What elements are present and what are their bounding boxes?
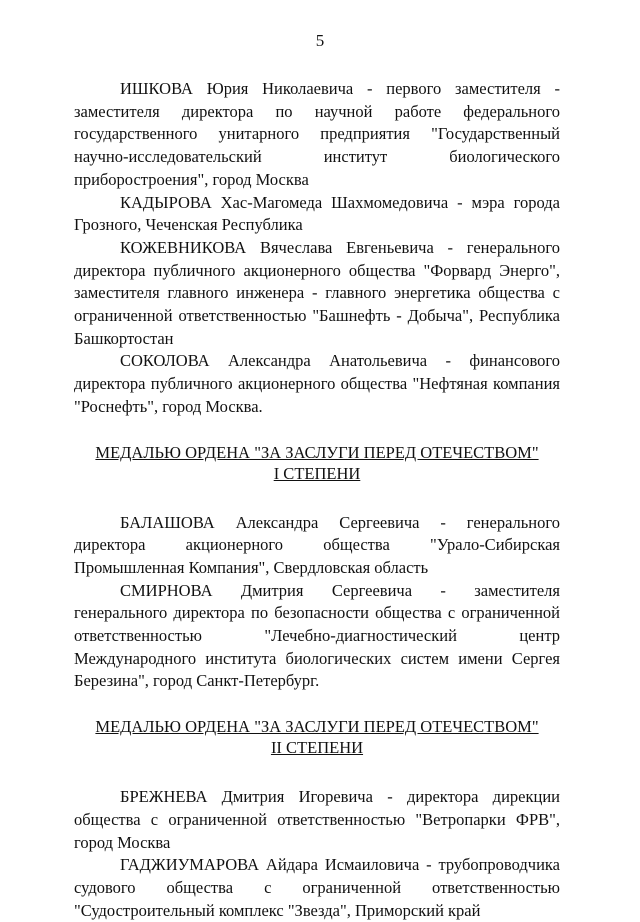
recipient-paragraph: БРЕЖНЕВА Дмитрия Игоревича - директора дирекции общества с ограниченной ответственностью "Ветропарки ФРВ", город Москва [74, 787, 560, 852]
award-section-medal-2 [74, 716, 560, 922]
recipient-paragraph: КОЖЕВНИКОВА Вячеслава Евгеньевича - генерального директора публичного акционерного общества "Форвард Энерго", заместителя главного инженера - главного энергетика общества с ограниченной ответственностью "Башнефть - Добыча", Республика Башкортостан [74, 237, 560, 348]
recipient-paragraph: БАЛАШОВА Александра Сергеевича - генерального директора акционерного общества "Урало-Сибирская Промышленная Компания", Свердловская область [74, 512, 560, 577]
section-heading-line: I СТЕПЕНИ [273, 463, 361, 483]
section-heading-line: II СТЕПЕНИ [270, 738, 364, 758]
recipient-paragraph: ГАДЖИУМАРОВА Айдара Исмаиловича - трубопроводчика судового общества с ограниченной ответственностью "Судостроительный комплекс "Звезда", Приморский край [74, 855, 560, 920]
recipient-paragraph: ИШКОВА Юрия Николаевича - первого заместителя - заместителя директора по научной работе федерального государственного унитарного предприятия "Государственный научно-исследовательский институт биологического приборостроения", город Москва [74, 79, 560, 189]
award-section-continuation [74, 78, 560, 419]
award-section-medal-1 [74, 442, 560, 694]
section-heading-line: МЕДАЛЬЮ ОРДЕНА "ЗА ЗАСЛУГИ ПЕРЕД ОТЕЧЕСТВОМ" [95, 717, 539, 737]
document-body [74, 78, 560, 922]
page-number: 5 [315, 31, 325, 50]
section-heading-line: МЕДАЛЬЮ ОРДЕНА "ЗА ЗАСЛУГИ ПЕРЕД ОТЕЧЕСТВОМ" [95, 442, 539, 462]
recipient-paragraph: КАДЫРОВА Хас-Магомеда Шахмомедовича - мэра города Грозного, Чеченская Республика [74, 192, 560, 235]
recipient-paragraph: СМИРНОВА Дмитрия Сергеевича - заместителя генерального директора по безопасности общества с ограниченной ответственностью "Лечебно-диагностический центр Международного института биологических систем имени Сергея Березина", город Санкт-Петербург. [74, 580, 560, 691]
section-heading [74, 716, 560, 758]
recipient-paragraph: СОКОЛОВА Александра Анатольевича - финансового директора публичного акционерного общества "Нефтяная компания "Роснефть", город Москва. [74, 351, 560, 416]
section-heading [74, 442, 560, 484]
